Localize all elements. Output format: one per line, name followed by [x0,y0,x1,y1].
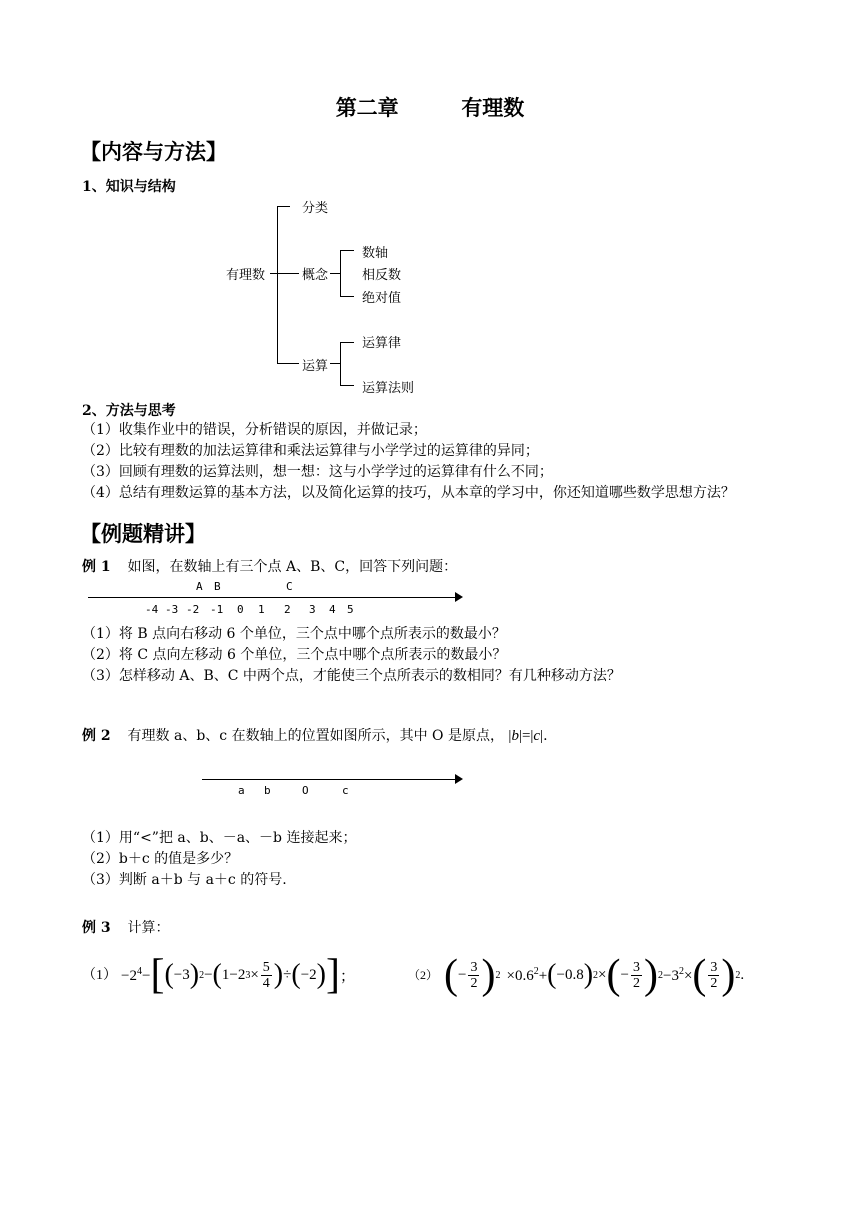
concept-item: 数轴 [362,246,389,261]
example1-label: 例 1 [82,559,111,575]
tick-label: 3 [309,603,316,616]
tick-label: 2 [284,603,291,616]
method-item: （2）比较有理数的加法运算律和乘法运算律与小学学过的运算律的异同； [82,443,539,459]
tree-root: 有理数 [226,268,266,283]
example3-label: 例 3 [82,920,111,936]
method-item: （4）总结有理数运算的基本方法，以及简化运算的技巧，从本章的学习中，你还知道哪些数学思想方法？ [82,485,735,501]
bracket-top [277,206,290,207]
question-item: （2）将 C 点向左移动 6 个单位，三个点中哪个点所表示的数最小？ [82,647,507,663]
chapter-name: 有理数 [461,95,525,120]
example2-prompt: 例 2 有理数 a、b、c 在数轴上的位置如图所示，其中 O 是原点， |b|=|c|. [82,728,548,744]
expression-2: （2） ( − $\frac{3}{2}$ ) 2 $\times 0.6^2+$ ( −0.8 ) 2 × ( − $\frac{3}{2}$ ) 2 $-3^2\times$ ( $\frac{3}{2}$ ) 2 . [408,952,745,998]
main-bracket [277,206,278,364]
example2-text: 有理数 a、b、c 在数轴上的位置如图所示，其中 O 是原点， [127,728,504,744]
tick-label: -3 [165,603,179,616]
part2-heading: 2、方法与思考 [82,403,176,419]
method-item: （1）收集作业中的错误，分析错误的原因，并做记录； [82,422,427,438]
point-label: a [238,784,245,797]
abs-b: b [511,728,519,744]
arrow-icon [455,774,463,784]
abs-c: c [533,728,541,744]
axis-line [202,779,456,780]
point-label: c [342,784,349,797]
method-list [82,420,735,504]
tick-label: -2 [186,603,200,616]
tick-label: 5 [347,603,354,616]
axis-line [88,597,456,598]
section-heading-examples: 【例题精讲】 [80,521,206,546]
question-item: （3）判断 a＋b 与 a＋c 的符号. [82,872,287,888]
example2-questions [82,828,356,891]
branch-classification: 分类 [302,201,329,216]
expr1-label: （1） [82,967,117,983]
example1-text: 如图，在数轴上有三个点 A、B、C，回答下列问题： [127,559,458,575]
question-item: （3）怎样移动 A、B、C 中两个点，才能使三个点所表示的数相同？有几种移动方法？ [82,668,621,684]
branch-operation: 运算 [302,359,329,374]
arrow-icon [455,592,463,602]
operation-bracket-bottom [340,385,354,386]
bracket-bottom [277,363,299,364]
method-item: （3）回顾有理数的运算法则，想一想：这与小学学过的运算律有什么不同； [82,464,553,480]
tick-label: -4 [145,603,159,616]
question-item: （2）b＋c 的值是多少？ [82,851,239,867]
point-label: A [196,580,203,593]
question-item: （1）将 B 点向右移动 6 个单位，三个点中哪个点所表示的数最小？ [82,626,506,642]
example3-prompt [82,918,170,939]
concept-bracket-bottom [340,296,354,297]
concept-item: 相反数 [362,268,402,283]
point-label: b [264,784,271,797]
question-item: （1）用“<”把 a、b、－a、－b 连接起来； [82,830,357,846]
branch-concept: 概念 [302,268,329,283]
point-label: O [302,784,309,797]
concept-bracket-top [340,250,354,251]
operation-item: 运算法则 [362,381,415,396]
concept-bracket [340,250,341,296]
operation-bracket-top [340,342,354,343]
example1-prompt [82,557,457,578]
example3-text: 计算： [127,920,170,936]
abs-condition: |b|=|c| [508,728,544,744]
tick-label: 1 [258,603,265,616]
part1-heading: 1、知识与结构 [82,179,176,195]
expression-1: （1） $-2^4-$ [ ( −3 ) 2 − ( 1−2 3 × $\frac{5}{4}$ ) ÷ ( −2 ) ] ； [82,952,355,998]
tick-label: -1 [210,603,224,616]
operation-item: 运算律 [362,336,402,351]
point-label: B [214,580,221,593]
point-label: C [286,580,293,593]
operation-bracket [340,342,341,385]
tick-label: 4 [329,603,336,616]
expr2-label: （2） [408,967,439,982]
example1-questions [82,624,621,687]
concept-item: 绝对值 [362,291,402,306]
chapter-number: 第二章 [335,95,399,120]
bracket-mid [277,273,299,274]
example2-label: 例 2 [82,728,111,744]
section-heading-content: 【内容与方法】 [80,139,227,164]
page-title [0,92,860,122]
tick-label: 0 [237,603,244,616]
